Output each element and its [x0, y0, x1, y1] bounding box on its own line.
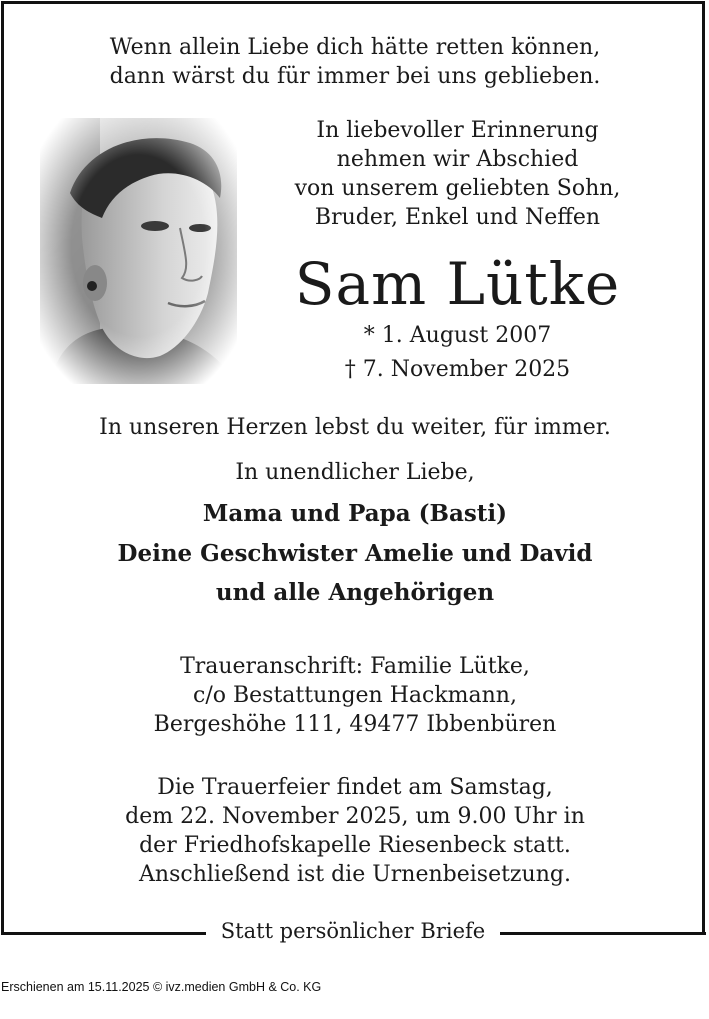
motto-line: dann wärst du für immer bei uns geblieben.: [109, 64, 601, 89]
heart-line: In unseren Herzen lebst du weiter, für immer.: [99, 415, 611, 440]
family-line: und alle Angehörigen: [215, 579, 495, 606]
intro-text: [260, 116, 655, 232]
footer-note: Statt persönlicher Briefe: [220, 919, 486, 943]
ceremony-line: Anschließend ist die Urnenbeisetzung.: [139, 862, 571, 887]
ceremony-info: [60, 773, 650, 889]
life-dates: [260, 319, 655, 387]
motto-line: Wenn allein Liebe dich hätte retten können,: [109, 35, 601, 60]
bottom-rule-right: [500, 932, 706, 935]
motto: [60, 33, 650, 91]
bottom-rule-left: [1, 932, 206, 935]
ceremony-line: Die Trauerfeier findet am Samstag,: [157, 775, 553, 800]
death-date: † 7. November 2025: [344, 357, 571, 382]
intro-line: Bruder, Enkel und Neffen: [314, 205, 601, 230]
publication-credit: Erschienen am 15.11.2025 © ivz.medien GmbH & Co. KG: [1, 980, 322, 994]
love-line: In unendlicher Liebe,: [235, 460, 475, 485]
intro-line: In liebevoller Erinnerung: [316, 118, 599, 143]
deceased-name: Sam Lütke: [294, 250, 621, 318]
family-line: Mama und Papa (Basti): [202, 500, 508, 527]
intro-line: von unserem geliebten Sohn,: [294, 176, 621, 201]
intro-line: nehmen wir Abschied: [336, 147, 579, 172]
family-line: Deine Geschwister Amelie und David: [117, 539, 593, 567]
birth-date: * 1. August 2007: [363, 323, 552, 348]
mourning-address: [60, 652, 650, 739]
address-line: Bergeshöhe 111, 49477 Ibbenbüren: [153, 712, 557, 737]
portrait-photo: [40, 118, 237, 384]
address-line: Traueranschrift: Familie Lütke,: [180, 654, 530, 679]
portrait-photo-icon: [40, 118, 237, 384]
ceremony-line: dem 22. November 2025, um 9.00 Uhr in: [125, 804, 585, 829]
address-line: c/o Bestattungen Hackmann,: [193, 683, 517, 708]
ceremony-line: der Friedhofskapelle Riesenbeck statt.: [139, 833, 571, 858]
family-signature: [30, 494, 680, 613]
